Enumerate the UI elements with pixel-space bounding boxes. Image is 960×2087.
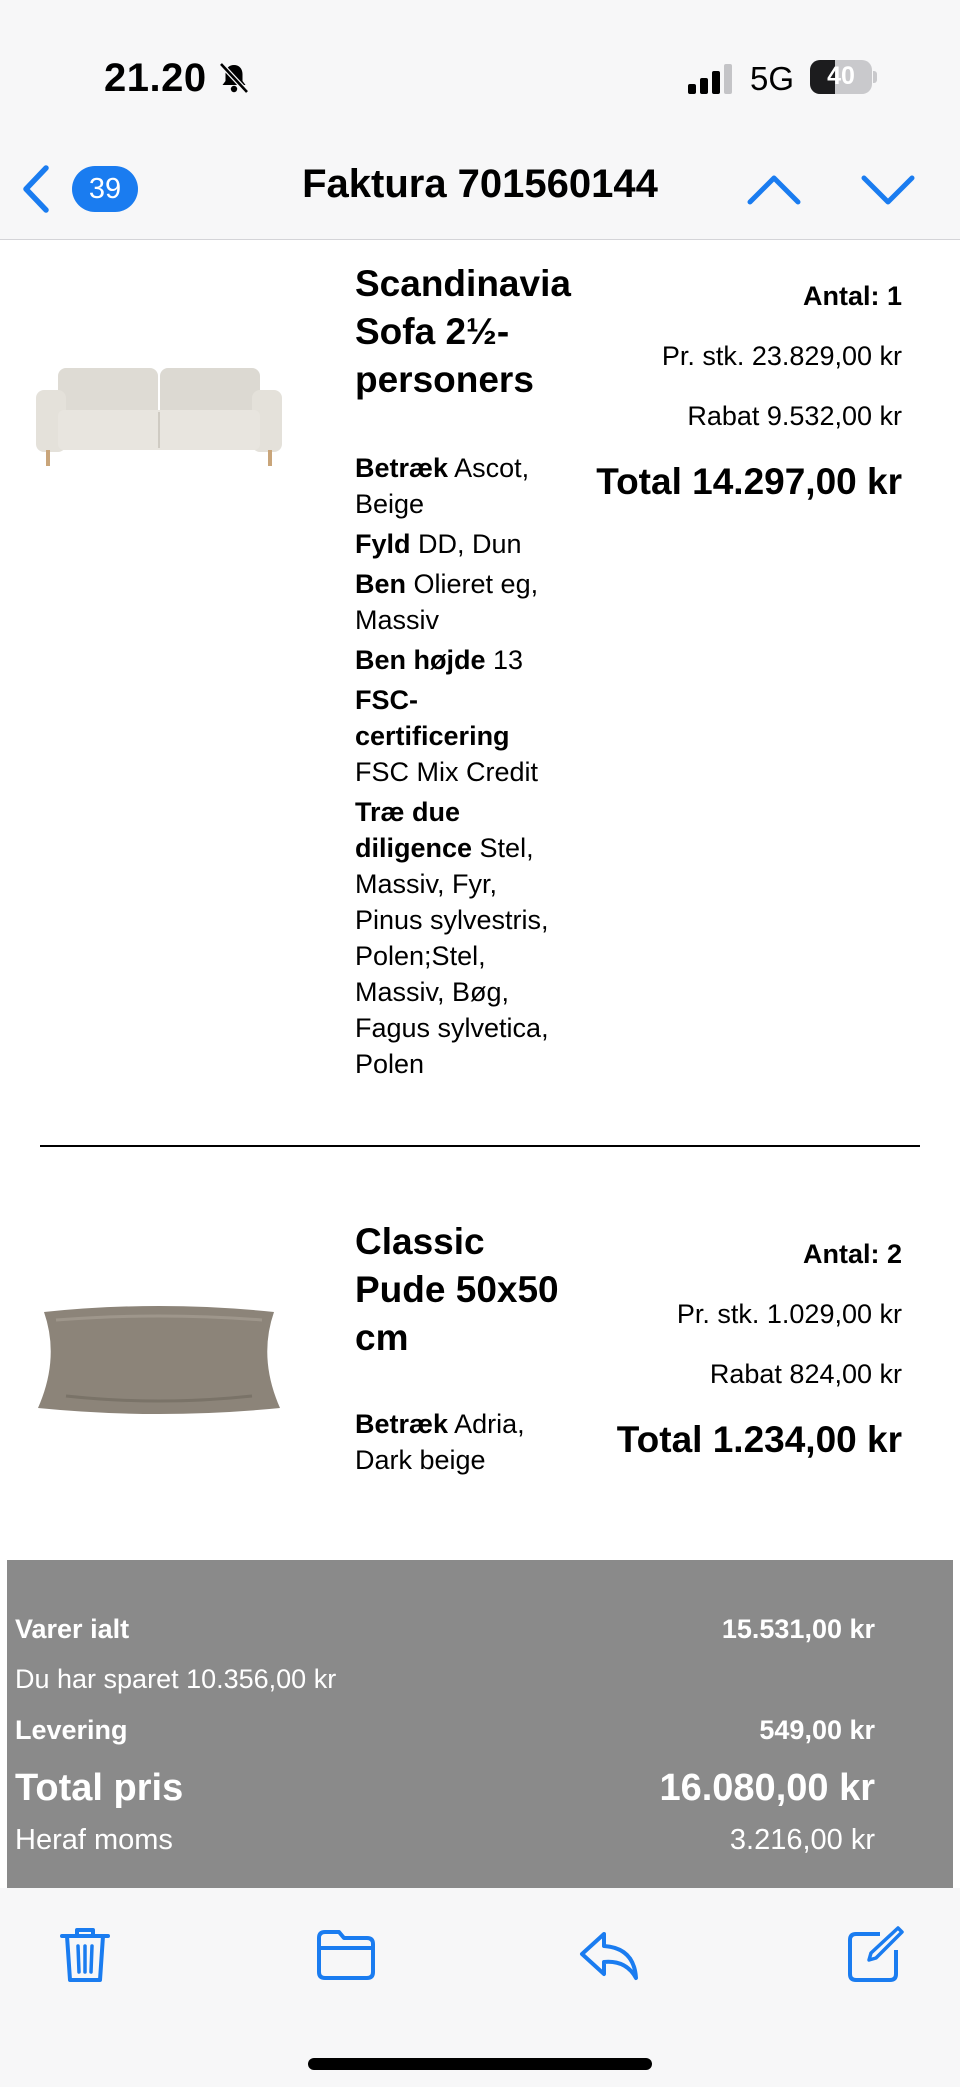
order-summary (7, 1560, 953, 1888)
battery-level: 40 (827, 62, 855, 90)
spec-value: DD, Dun (418, 529, 522, 559)
delivery-value: 549,00 kr (759, 1715, 875, 1745)
spec-value: Stel, Massiv, Fyr, Pinus sylvestris, Polen;Stel, Massiv, Bøg, Fagus sylvetica, Polen (355, 833, 549, 1079)
bell-slash-icon (216, 60, 252, 96)
divider (40, 1145, 920, 1147)
total-label: Total pris (15, 1767, 184, 1809)
spec-value: Olieret eg, Massiv (355, 569, 539, 635)
discount: Rabat 824,00 kr (709, 1359, 902, 1389)
spec-row (355, 642, 570, 678)
spec-row (355, 682, 570, 790)
spec-label: Træ due diligence (355, 797, 473, 863)
product-title-line: cm (355, 1317, 409, 1358)
sofa-image (36, 360, 282, 470)
mail-toolbar (0, 1888, 960, 2087)
spec-label: Betræk (355, 1409, 449, 1439)
spec-label: FSC-certificering (355, 685, 510, 751)
chevron-up-icon[interactable] (744, 166, 804, 212)
vat-label: Heraf moms (15, 1824, 173, 1856)
status-bar (0, 0, 960, 140)
delivery-label: Levering (15, 1715, 128, 1745)
saved-text: Du har sparet 10.356,00 kr (15, 1664, 337, 1694)
product-prices (596, 280, 902, 504)
home-indicator[interactable] (308, 2058, 652, 2070)
product-title (355, 1218, 559, 1362)
spec-row (355, 526, 570, 562)
items-value: 15.531,00 kr (721, 1614, 875, 1644)
spec-label: Fyld (355, 529, 411, 559)
folder-icon[interactable] (315, 1924, 377, 1984)
quantity: Antal: 1 (802, 281, 902, 311)
chevron-down-icon[interactable] (858, 166, 918, 212)
network-type: 5G (750, 60, 795, 97)
battery-icon (810, 60, 876, 94)
product-prices (617, 1238, 902, 1462)
product-title-line: Classic (355, 1221, 485, 1262)
spec-label: Ben højde (355, 645, 486, 675)
quantity: Antal: 2 (802, 1239, 902, 1269)
line-total: Total 1.234,00 kr (616, 1419, 902, 1460)
unit-price: Pr. stk. 1.029,00 kr (676, 1299, 902, 1329)
unread-count-badge[interactable]: 39 (72, 166, 138, 212)
reply-icon[interactable] (578, 1924, 640, 1984)
items-label: Varer ialt (15, 1614, 130, 1644)
cell-signal-icon (688, 64, 736, 94)
product-title-line: Pude 50x50 (355, 1269, 559, 1310)
product-title-line: Scandinavia (355, 263, 571, 304)
product-title-line: Sofa 2½- (355, 311, 510, 352)
unit-price: Pr. stk. 23.829,00 kr (661, 341, 902, 371)
spec-label: Betræk (355, 453, 449, 483)
status-time: 21.20 (104, 56, 207, 100)
cushion-image (36, 1298, 282, 1418)
product-specs (355, 1406, 570, 1482)
mail-nav-bar (0, 140, 960, 240)
spec-row (355, 794, 570, 1082)
spec-value: Ascot, Beige (355, 453, 530, 519)
spec-row (355, 1406, 570, 1478)
total-value: 16.080,00 kr (659, 1767, 875, 1809)
product-specs (355, 450, 570, 1086)
discount: Rabat 9.532,00 kr (687, 401, 902, 431)
line-total: Total 14.297,00 kr (596, 461, 902, 502)
product-title (355, 260, 571, 404)
spec-row (355, 450, 570, 522)
spec-row (355, 566, 570, 638)
spec-label: Ben (355, 569, 407, 599)
vat-value: 3.216,00 kr (729, 1824, 875, 1856)
trash-icon[interactable] (54, 1924, 116, 1984)
spec-value: 13 (493, 645, 524, 675)
spec-value: FSC Mix Credit (355, 757, 539, 787)
compose-icon[interactable] (844, 1924, 906, 1984)
product-title-line: personers (355, 359, 534, 400)
spec-value: Adria, Dark beige (355, 1409, 525, 1475)
page-title: Faktura 701560144 (302, 162, 658, 206)
